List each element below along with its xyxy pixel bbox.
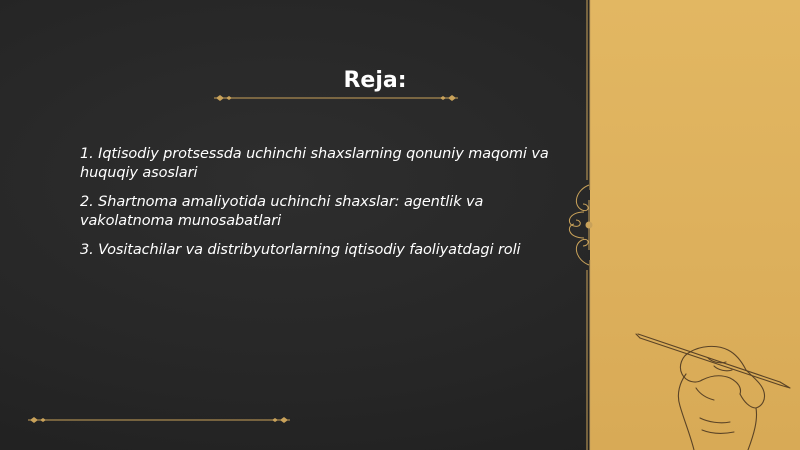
agenda-item: 3. Vositachilar va distribyutorlarning iqtisodiy faoliyatdagi roli (80, 242, 521, 258)
page-title: Reja: (343, 68, 407, 93)
bottom-rule-ornament (28, 414, 290, 426)
agenda-item: 1. Iqtisodiy protsessda uchinchi shaxslarning qonuniy maqomi va huquqiy asoslari (80, 146, 549, 181)
title-underline-ornament (214, 92, 458, 104)
hand-holding-pen-icon (630, 322, 795, 450)
agenda-list (80, 145, 575, 270)
agenda-item: 2. Shartnoma amaliyotida uchinchi shaxslar: agentlik va vakolatnoma munosabatlari (80, 194, 484, 229)
